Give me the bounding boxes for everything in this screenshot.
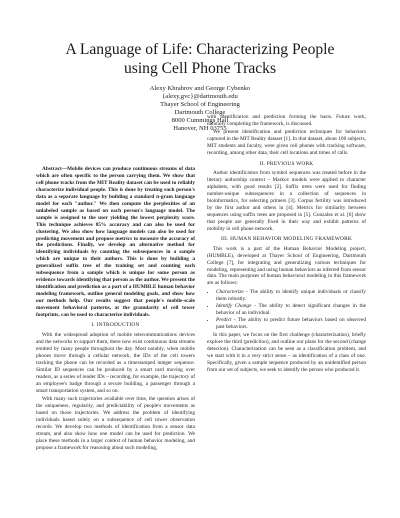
section-heading-introduction: I. INTRODUCTION — [91, 322, 140, 329]
title-line-2: using Cell Phone Tracks — [123, 60, 277, 77]
intro-paragraph-2: With many such trajectories available over time, the question arises of the uniqueness, regularity, and predictability of people's movements as based on those trajectories. We address the problem of identifying individuals based solely on a subsequence of cell tower observation records. We develop two methods of identification from a sensor data stream, and also show how one model can be used for prediction. We place these methods in a larger context of human behavior modeling, and propose a framework for reasoning about such modeling, — [36, 395, 195, 451]
author-street: 8000 Cummings Hall — [171, 117, 229, 125]
list-item-term: Predict — [216, 316, 232, 323]
author-email: {alexy,gvc}@dartmouth.edu — [162, 93, 238, 101]
list-item-term: Identify Change — [216, 302, 252, 309]
title-line-1: A Language of Life: Characterizing People — [65, 41, 335, 58]
intro-continuation: with identification and prediction forming the basis. Future work, naturally completing the framework, is discussed. — [207, 114, 366, 127]
framework-paragraph-2: In this paper, we focus on the first challenge (characterization), briefly explore the third (prediction), and outline our plans for the second (change detection). Characterization can be seen as a classification problem, and we start with it in a very strict sense – as identification of a class of one. Specifically, given a sample sequence produced by an unidentified person from our set of subjects, we seek to identify the person who produced it. — [207, 332, 366, 373]
list-item — [216, 317, 366, 331]
list-item — [216, 303, 366, 317]
list-item-text: - The ability to detect significant changes in the behavior of an individual. — [216, 302, 366, 316]
list-item-term: Characterize — [216, 288, 244, 295]
list-item — [216, 289, 366, 303]
previous-work-paragraph: Author identification from symbol sequences was treated before in the literary authorship context – Markov models were applied to character alphabets, with good results [2]. Suffix trees were used for finding number-unique subsequences in a collection of sequences in bioinformatics, for selecting primers [3]. Corpus fertility was introduced by the first author and others in [4]. Metrics for similarity between sequences using suffix trees are proposed in [5]. Gonzalez et al. [6] show that people are generally fixed in their way and exhibit patterns of mobility in cell phone network. — [207, 170, 366, 232]
intro-paragraph-3: We present identification and prediction techniques for behaviors captured in the MIT Reality dataset [1]. In that dataset, about 100 subjects, MIT students and faculty, were given cell phones with tracking software, recording, among other data, their cell locations and times of calls. — [207, 129, 366, 157]
left-column — [36, 166, 195, 453]
list-item-text: - The ability to identify unique individuals or classify them robustly. — [216, 288, 366, 302]
framework-paragraph-1: This work is a part of the Human Behavior Modeling project, (HUMBLE), developed at Thayer School of Engineering, Dartmouth College [7], for integrating and generalizing various techniques for modeling, representing and using human behaviors as inferred from sensor data. The main purposes of human behavioral modeling in this framework are as follows: — [207, 245, 366, 287]
right-column — [207, 114, 366, 375]
abstract: Abstract—Mobile devices can produce continuous streams of data which are often specific to the person carrying them. We show that cell phone tracks from the MIT Reality dataset can be used to reliably characterize individual people. This is done by treating each person's data as a separate language by building a standard n-gram language model for each "author." We then compute the perplexities of an unlabeled sample as based on each person's language model. The sample is assigned to the user yielding the lowest perplexity score. This technique achieves 85% accuracy and can also be used for clustering. We also show how language models can also be used for predicting movement and propose metrics to measure the accuracy of the predictions. Finally, we develop an alternative method for identifying individuals by counting the subsequences in a sample which are unique to their authors. This is done by building a generalized suffix tree of the training set and counting each subsequence from a sample which is unique for some person as evidence towards identifying that person as the author. We present the identification and prediction as a part of a HUMBLE human behavior modeling framework, outline general modeling goals, and show how our methods help. Our results suggest that people's mobile-scale movement behavioral patterns, at the granularity of cell tower footprints, can be used to characterize individuals. — [36, 166, 195, 319]
author-college: Dartmouth College — [174, 109, 226, 117]
section-heading-framework: III. HUMAN BEHAVIOR MODELING FRAMEWORK — [220, 236, 353, 243]
author-city: Hanover, NH 03755 — [173, 125, 227, 133]
goals-list — [207, 289, 366, 331]
list-item-text: - The ability to predict future behaviors based on observed past behaviors. — [216, 316, 366, 330]
author-names: Alexy Khrabrov and George Cybenko — [149, 85, 251, 92]
paper-title — [0, 40, 400, 78]
author-affiliation: Thayer School of Engineering — [160, 101, 240, 109]
intro-paragraph-1: With the widespread adoption of mobile telecommunications devices and the networks to support them, there now exist continuous data streams emitted by many people throughout the day. Most notably, when mobile phones move through a cellular network, the IDs of the cell towers tracking the phone can be recorded as a timestamped integer sequence. Similar ID sequences can be produced by a smart card moving over readers, as a series of reader IDs – recording, for example, the trajectory of an employee's badge through a secure building, a passenger through a smart transportation system, and so on. — [36, 331, 195, 394]
section-heading-previous-work: II. PREVIOUS WORK — [259, 160, 314, 167]
